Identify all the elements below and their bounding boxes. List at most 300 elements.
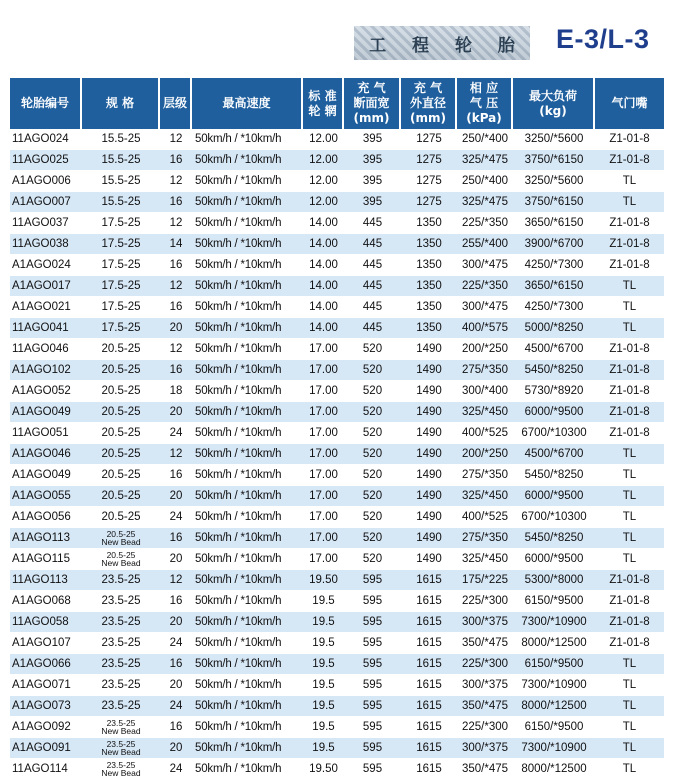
cell-overall-diameter: 1490: [401, 465, 457, 486]
cell-ply-rating: 16: [160, 717, 192, 738]
cell-valve: TL: [595, 486, 664, 507]
cell-ply-rating: 24: [160, 633, 192, 654]
cell-inflation-pressure: 255/*400: [457, 234, 513, 255]
cell-section-width: 595: [344, 696, 401, 717]
cell-valve: TL: [595, 444, 664, 465]
table-row: [10, 150, 664, 171]
cell-standard-rim: 17.00: [303, 528, 344, 549]
cell-ply-rating: 16: [160, 528, 192, 549]
cell-ply-rating: 12: [160, 129, 192, 150]
cell-section-width: 520: [344, 339, 401, 360]
cell-valve: Z1-01-8: [595, 633, 664, 654]
cell-section-width: 595: [344, 570, 401, 591]
cell-overall-diameter: 1490: [401, 507, 457, 528]
cell-inflation-pressure: 325/*475: [457, 192, 513, 213]
cell-tire-code: 11AGO058: [10, 612, 82, 633]
cell-max-speed: 50km/h / *10km/h: [192, 255, 303, 276]
cell-ply-rating: 24: [160, 423, 192, 444]
cell-inflation-pressure: 350/*475: [457, 759, 513, 780]
cell-overall-diameter: 1490: [401, 444, 457, 465]
cell-inflation-pressure: 300/*475: [457, 297, 513, 318]
cell-valve: TL: [595, 696, 664, 717]
cell-max-load: 3900/*6700: [513, 234, 595, 255]
table-row: [10, 507, 664, 528]
cell-section-width: 395: [344, 192, 401, 213]
cell-valve: Z1-01-8: [595, 381, 664, 402]
cell-max-load: 5450/*8250: [513, 528, 595, 549]
cell-size: 23.5-25: [82, 696, 160, 717]
cell-tire-code: A1AGO049: [10, 465, 82, 486]
cell-tire-code: A1AGO066: [10, 654, 82, 675]
cell-size: 20.5-25: [82, 402, 160, 423]
section-title-banner: [354, 26, 530, 60]
cell-section-width: 445: [344, 234, 401, 255]
cell-tire-code: A1AGO006: [10, 171, 82, 192]
table-row: [10, 759, 664, 780]
cell-max-speed: 50km/h / *10km/h: [192, 150, 303, 171]
cell-standard-rim: 14.00: [303, 318, 344, 339]
cell-max-speed: 50km/h / *10km/h: [192, 444, 303, 465]
cell-size: 20.5-25: [82, 339, 160, 360]
cell-overall-diameter: 1615: [401, 570, 457, 591]
cell-max-speed: 50km/h / *10km/h: [192, 192, 303, 213]
cell-max-load: 4250/*7300: [513, 297, 595, 318]
table-row: [10, 234, 664, 255]
table-row: [10, 171, 664, 192]
cell-inflation-pressure: 225/*350: [457, 276, 513, 297]
cell-max-speed: 50km/h / *10km/h: [192, 654, 303, 675]
cell-tire-code: A1AGO068: [10, 591, 82, 612]
cell-size: 15.5-25: [82, 129, 160, 150]
cell-max-load: 6700/*10300: [513, 507, 595, 528]
cell-tire-code: A1AGO092: [10, 717, 82, 738]
cell-tire-code: A1AGO056: [10, 507, 82, 528]
cell-valve: Z1-01-8: [595, 234, 664, 255]
cell-valve: TL: [595, 297, 664, 318]
cell-size: 15.5-25: [82, 171, 160, 192]
cell-standard-rim: 12.00: [303, 129, 344, 150]
cell-max-load: 3750/*6150: [513, 150, 595, 171]
cell-section-width: 395: [344, 129, 401, 150]
cell-overall-diameter: 1275: [401, 171, 457, 192]
cell-section-width: 445: [344, 297, 401, 318]
cell-max-speed: 50km/h / *10km/h: [192, 129, 303, 150]
table-row: [10, 213, 664, 234]
cell-valve: TL: [595, 759, 664, 780]
table-row: [10, 528, 664, 549]
cell-inflation-pressure: 200/*250: [457, 444, 513, 465]
cell-max-speed: 50km/h / *10km/h: [192, 507, 303, 528]
cell-max-load: 6150/*9500: [513, 717, 595, 738]
table-row: [10, 297, 664, 318]
cell-inflation-pressure: 225/*300: [457, 717, 513, 738]
cell-ply-rating: 12: [160, 444, 192, 465]
table-row: [10, 276, 664, 297]
cell-tire-code: A1AGO017: [10, 276, 82, 297]
cell-size: 15.5-25: [82, 150, 160, 171]
cell-inflation-pressure: 300/*375: [457, 612, 513, 633]
cell-tire-code: A1AGO102: [10, 360, 82, 381]
cell-tire-code: A1AGO052: [10, 381, 82, 402]
cell-standard-rim: 19.5: [303, 738, 344, 759]
cell-max-load: 3250/*5600: [513, 129, 595, 150]
cell-overall-diameter: 1350: [401, 213, 457, 234]
cell-max-speed: 50km/h / *10km/h: [192, 570, 303, 591]
cell-ply-rating: 12: [160, 276, 192, 297]
cell-standard-rim: 14.00: [303, 234, 344, 255]
table-row: [10, 255, 664, 276]
cell-valve: TL: [595, 738, 664, 759]
table-row: [10, 591, 664, 612]
cell-inflation-pressure: 325/*475: [457, 150, 513, 171]
table-row: [10, 612, 664, 633]
cell-standard-rim: 19.50: [303, 759, 344, 780]
cell-max-speed: 50km/h / *10km/h: [192, 213, 303, 234]
cell-inflation-pressure: 300/*475: [457, 255, 513, 276]
cell-section-width: 445: [344, 318, 401, 339]
cell-overall-diameter: 1350: [401, 318, 457, 339]
cell-max-speed: 50km/h / *10km/h: [192, 297, 303, 318]
cell-valve: Z1-01-8: [595, 360, 664, 381]
cell-max-speed: 50km/h / *10km/h: [192, 381, 303, 402]
cell-tire-code: A1AGO071: [10, 675, 82, 696]
cell-max-load: 3650/*6150: [513, 276, 595, 297]
cell-size: 20.5-25: [82, 360, 160, 381]
cell-inflation-pressure: 250/*400: [457, 129, 513, 150]
cell-ply-rating: 16: [160, 150, 192, 171]
col-header-section-width: 充 气 断面宽 (mm): [344, 78, 401, 129]
cell-valve: Z1-01-8: [595, 339, 664, 360]
table-row: [10, 549, 664, 570]
cell-inflation-pressure: 275/*350: [457, 528, 513, 549]
cell-section-width: 595: [344, 759, 401, 780]
col-header-size: 规 格: [82, 78, 160, 129]
cell-valve: Z1-01-8: [595, 255, 664, 276]
cell-max-speed: 50km/h / *10km/h: [192, 360, 303, 381]
cell-section-width: 445: [344, 213, 401, 234]
cell-max-load: 5450/*8250: [513, 360, 595, 381]
cell-overall-diameter: 1490: [401, 486, 457, 507]
cell-max-load: 6700/*10300: [513, 423, 595, 444]
cell-standard-rim: 14.00: [303, 213, 344, 234]
cell-max-speed: 50km/h / *10km/h: [192, 276, 303, 297]
cell-standard-rim: 17.00: [303, 360, 344, 381]
cell-size: 17.5-25: [82, 276, 160, 297]
cell-standard-rim: 19.5: [303, 717, 344, 738]
section-title: 工 程 轮 胎: [369, 35, 525, 56]
table-row: [10, 423, 664, 444]
cell-max-load: 6000/*9500: [513, 549, 595, 570]
cell-ply-rating: 12: [160, 171, 192, 192]
cell-size: 23.5-25 New Bead: [82, 738, 160, 759]
cell-max-speed: 50km/h / *10km/h: [192, 528, 303, 549]
cell-inflation-pressure: 325/*450: [457, 402, 513, 423]
cell-standard-rim: 14.00: [303, 297, 344, 318]
cell-max-speed: 50km/h / *10km/h: [192, 234, 303, 255]
cell-max-speed: 50km/h / *10km/h: [192, 696, 303, 717]
cell-tire-code: A1AGO107: [10, 633, 82, 654]
cell-size: 17.5-25: [82, 234, 160, 255]
cell-max-speed: 50km/h / *10km/h: [192, 339, 303, 360]
cell-standard-rim: 17.00: [303, 402, 344, 423]
col-header-valve: 气门嘴: [595, 78, 664, 129]
cell-standard-rim: 14.00: [303, 276, 344, 297]
cell-max-speed: 50km/h / *10km/h: [192, 486, 303, 507]
cell-valve: Z1-01-8: [595, 129, 664, 150]
cell-size: 20.5-25: [82, 486, 160, 507]
cell-inflation-pressure: 275/*350: [457, 465, 513, 486]
cell-standard-rim: 17.00: [303, 549, 344, 570]
cell-tire-code: A1AGO113: [10, 528, 82, 549]
cell-section-width: 595: [344, 654, 401, 675]
cell-standard-rim: 17.00: [303, 444, 344, 465]
cell-tire-code: A1AGO046: [10, 444, 82, 465]
cell-tire-code: 11AGO051: [10, 423, 82, 444]
cell-ply-rating: 20: [160, 402, 192, 423]
cell-size: 15.5-25: [82, 192, 160, 213]
cell-size: 23.5-25: [82, 633, 160, 654]
table-row: [10, 717, 664, 738]
cell-standard-rim: 19.5: [303, 612, 344, 633]
cell-section-width: 595: [344, 591, 401, 612]
cell-overall-diameter: 1615: [401, 591, 457, 612]
cell-valve: TL: [595, 717, 664, 738]
cell-overall-diameter: 1490: [401, 549, 457, 570]
cell-ply-rating: 18: [160, 381, 192, 402]
table-row: [10, 318, 664, 339]
cell-size: 23.5-25: [82, 654, 160, 675]
cell-inflation-pressure: 300/*400: [457, 381, 513, 402]
cell-max-load: 4250/*7300: [513, 255, 595, 276]
cell-ply-rating: 20: [160, 612, 192, 633]
cell-ply-rating: 16: [160, 297, 192, 318]
cell-section-width: 395: [344, 171, 401, 192]
cell-standard-rim: 19.5: [303, 675, 344, 696]
page-code: E-3/L-3: [556, 24, 650, 54]
cell-max-speed: 50km/h / *10km/h: [192, 171, 303, 192]
cell-max-load: 5000/*8250: [513, 318, 595, 339]
cell-max-speed: 50km/h / *10km/h: [192, 318, 303, 339]
cell-max-load: 6000/*9500: [513, 402, 595, 423]
cell-ply-rating: 20: [160, 549, 192, 570]
cell-overall-diameter: 1275: [401, 192, 457, 213]
cell-valve: Z1-01-8: [595, 612, 664, 633]
cell-tire-code: 11AGO025: [10, 150, 82, 171]
cell-max-load: 3250/*5600: [513, 171, 595, 192]
table-row: [10, 465, 664, 486]
cell-overall-diameter: 1350: [401, 255, 457, 276]
cell-overall-diameter: 1615: [401, 696, 457, 717]
cell-inflation-pressure: 300/*375: [457, 738, 513, 759]
cell-overall-diameter: 1490: [401, 402, 457, 423]
cell-tire-code: 11AGO038: [10, 234, 82, 255]
cell-size: 20.5-25 New Bead: [82, 549, 160, 570]
cell-ply-rating: 12: [160, 339, 192, 360]
cell-inflation-pressure: 400/*525: [457, 423, 513, 444]
cell-tire-code: A1AGO049: [10, 402, 82, 423]
table-row: [10, 360, 664, 381]
cell-size: 23.5-25: [82, 591, 160, 612]
cell-standard-rim: 12.00: [303, 171, 344, 192]
cell-overall-diameter: 1615: [401, 633, 457, 654]
cell-ply-rating: 20: [160, 738, 192, 759]
cell-max-load: 7300/*10900: [513, 612, 595, 633]
cell-max-speed: 50km/h / *10km/h: [192, 465, 303, 486]
cell-section-width: 520: [344, 465, 401, 486]
cell-section-width: 520: [344, 507, 401, 528]
cell-ply-rating: 16: [160, 255, 192, 276]
cell-max-load: 7300/*10900: [513, 738, 595, 759]
cell-section-width: 520: [344, 444, 401, 465]
cell-inflation-pressure: 350/*475: [457, 633, 513, 654]
cell-max-load: 5450/*8250: [513, 465, 595, 486]
cell-overall-diameter: 1615: [401, 759, 457, 780]
cell-tire-code: 11AGO046: [10, 339, 82, 360]
cell-size: 23.5-25: [82, 612, 160, 633]
cell-max-speed: 50km/h / *10km/h: [192, 402, 303, 423]
cell-tire-code: A1AGO115: [10, 549, 82, 570]
cell-overall-diameter: 1615: [401, 738, 457, 759]
cell-size: 17.5-25: [82, 297, 160, 318]
cell-size: 20.5-25: [82, 444, 160, 465]
cell-standard-rim: 12.00: [303, 192, 344, 213]
cell-valve: TL: [595, 465, 664, 486]
cell-max-speed: 50km/h / *10km/h: [192, 591, 303, 612]
col-header-max-load: 最大负荷 (kg): [513, 78, 595, 129]
cell-valve: TL: [595, 507, 664, 528]
cell-section-width: 520: [344, 528, 401, 549]
table-row: [10, 675, 664, 696]
cell-inflation-pressure: 225/*300: [457, 591, 513, 612]
cell-ply-rating: 24: [160, 759, 192, 780]
cell-size: 20.5-25: [82, 507, 160, 528]
cell-valve: Z1-01-8: [595, 150, 664, 171]
cell-inflation-pressure: 325/*450: [457, 549, 513, 570]
table-row: [10, 381, 664, 402]
cell-standard-rim: 12.00: [303, 150, 344, 171]
cell-tire-code: 11AGO113: [10, 570, 82, 591]
cell-ply-rating: 16: [160, 591, 192, 612]
cell-overall-diameter: 1490: [401, 381, 457, 402]
cell-ply-rating: 14: [160, 234, 192, 255]
cell-standard-rim: 17.00: [303, 465, 344, 486]
cell-max-load: 3750/*6150: [513, 192, 595, 213]
cell-size: 20.5-25: [82, 381, 160, 402]
cell-inflation-pressure: 400/*575: [457, 318, 513, 339]
cell-standard-rim: 17.00: [303, 507, 344, 528]
cell-ply-rating: 24: [160, 696, 192, 717]
cell-ply-rating: 16: [160, 192, 192, 213]
cell-tire-code: A1AGO055: [10, 486, 82, 507]
cell-inflation-pressure: 200/*250: [457, 339, 513, 360]
cell-inflation-pressure: 325/*450: [457, 486, 513, 507]
cell-max-load: 6150/*9500: [513, 654, 595, 675]
table-row: [10, 444, 664, 465]
cell-tire-code: A1AGO073: [10, 696, 82, 717]
cell-size: 20.5-25: [82, 465, 160, 486]
col-header-inflation-pressure: 相 应 气 压 (kPa): [457, 78, 513, 129]
cell-section-width: 445: [344, 255, 401, 276]
col-header-tire-code: 轮胎编号: [10, 78, 82, 129]
cell-overall-diameter: 1615: [401, 612, 457, 633]
col-header-standard-rim: 标 准 轮 辋: [303, 78, 344, 129]
cell-section-width: 595: [344, 675, 401, 696]
cell-standard-rim: 14.00: [303, 255, 344, 276]
cell-section-width: 395: [344, 150, 401, 171]
cell-size: 23.5-25: [82, 570, 160, 591]
cell-size: 20.5-25 New Bead: [82, 528, 160, 549]
cell-overall-diameter: 1350: [401, 234, 457, 255]
cell-max-speed: 50km/h / *10km/h: [192, 759, 303, 780]
cell-tire-code: A1AGO007: [10, 192, 82, 213]
cell-tire-code: A1AGO091: [10, 738, 82, 759]
cell-section-width: 595: [344, 633, 401, 654]
cell-inflation-pressure: 225/*350: [457, 213, 513, 234]
cell-ply-rating: 12: [160, 570, 192, 591]
cell-section-width: 520: [344, 549, 401, 570]
cell-standard-rim: 19.5: [303, 696, 344, 717]
cell-inflation-pressure: 175/*225: [457, 570, 513, 591]
cell-inflation-pressure: 250/*400: [457, 171, 513, 192]
cell-max-load: 3650/*6150: [513, 213, 595, 234]
cell-tire-code: A1AGO021: [10, 297, 82, 318]
cell-overall-diameter: 1350: [401, 276, 457, 297]
cell-max-load: 6150/*9500: [513, 591, 595, 612]
cell-valve: Z1-01-8: [595, 591, 664, 612]
col-header-ply-rating: 层级: [160, 78, 192, 129]
cell-max-speed: 50km/h / *10km/h: [192, 633, 303, 654]
cell-section-width: 445: [344, 276, 401, 297]
cell-section-width: 520: [344, 360, 401, 381]
cell-standard-rim: 17.00: [303, 381, 344, 402]
cell-max-load: 8000/*12500: [513, 759, 595, 780]
cell-section-width: 595: [344, 717, 401, 738]
cell-size: 20.5-25: [82, 423, 160, 444]
cell-inflation-pressure: 225/*300: [457, 654, 513, 675]
cell-ply-rating: 12: [160, 213, 192, 234]
cell-ply-rating: 16: [160, 465, 192, 486]
cell-max-speed: 50km/h / *10km/h: [192, 549, 303, 570]
cell-overall-diameter: 1490: [401, 423, 457, 444]
cell-ply-rating: 20: [160, 318, 192, 339]
cell-inflation-pressure: 275/*350: [457, 360, 513, 381]
table-row: [10, 633, 664, 654]
cell-overall-diameter: 1615: [401, 654, 457, 675]
table-row: [10, 696, 664, 717]
cell-max-load: 8000/*12500: [513, 696, 595, 717]
cell-valve: Z1-01-8: [595, 570, 664, 591]
cell-max-load: 5730/*8920: [513, 381, 595, 402]
cell-ply-rating: 16: [160, 360, 192, 381]
col-header-max-speed: 最高速度: [192, 78, 303, 129]
cell-size: 17.5-25: [82, 255, 160, 276]
table-row: [10, 129, 664, 150]
cell-standard-rim: 17.00: [303, 423, 344, 444]
cell-valve: TL: [595, 549, 664, 570]
cell-section-width: 520: [344, 381, 401, 402]
cell-max-speed: 50km/h / *10km/h: [192, 675, 303, 696]
cell-standard-rim: 17.00: [303, 339, 344, 360]
cell-standard-rim: 19.5: [303, 633, 344, 654]
table-row: [10, 192, 664, 213]
cell-max-load: 7300/*10900: [513, 675, 595, 696]
cell-valve: TL: [595, 171, 664, 192]
cell-standard-rim: 19.5: [303, 654, 344, 675]
cell-overall-diameter: 1615: [401, 717, 457, 738]
cell-section-width: 520: [344, 486, 401, 507]
table-row: [10, 570, 664, 591]
cell-inflation-pressure: 300/*375: [457, 675, 513, 696]
